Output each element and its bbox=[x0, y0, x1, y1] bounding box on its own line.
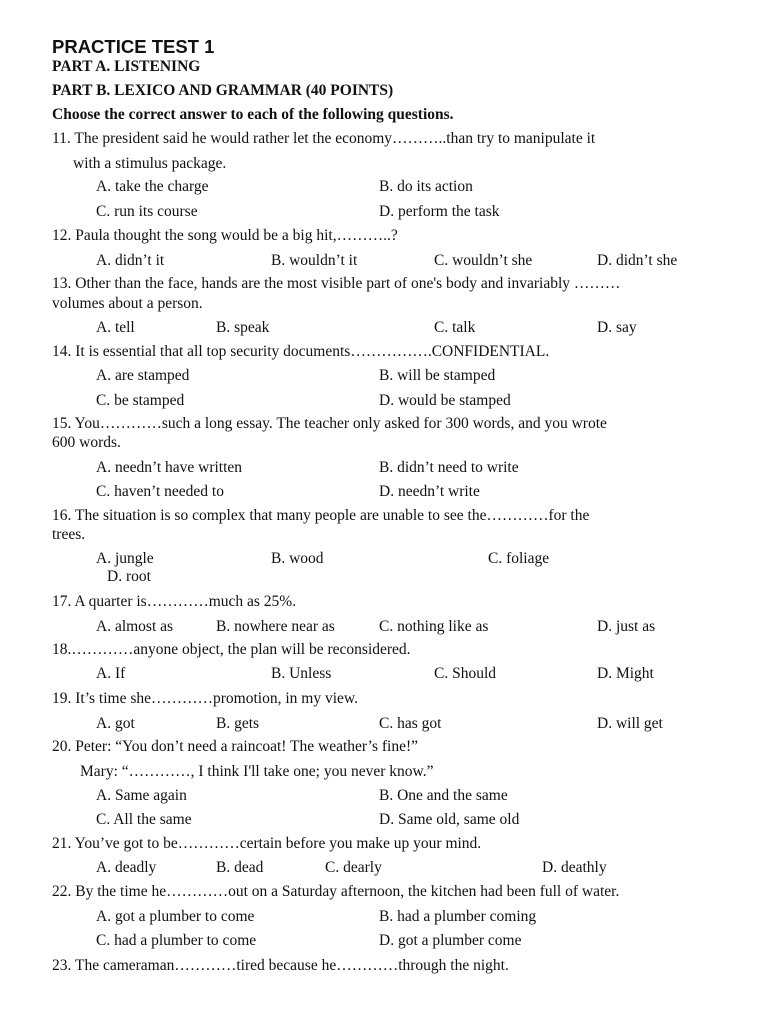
question-11-option-b: B. do its action bbox=[379, 178, 473, 195]
question-21-option-b: B. dead bbox=[216, 859, 264, 876]
question-22-stem: 22. By the time he…………out on a Saturday afternoon, the kitchen had been full of water. bbox=[52, 883, 620, 900]
question-18-option-b: B. Unless bbox=[271, 665, 332, 682]
question-20-option-a: A. Same again bbox=[96, 787, 187, 804]
question-12-stem: 12. Paula thought the song would be a big hit,………..? bbox=[52, 227, 398, 244]
question-12-option-d: D. didn’t she bbox=[597, 252, 678, 269]
question-19-option-d: D. will get bbox=[597, 715, 663, 732]
question-22-option-c: C. had a plumber to come bbox=[96, 932, 257, 949]
question-15-stem: 15. You…………such a long essay. The teacher only asked for 300 words, and you wrote bbox=[52, 415, 607, 432]
question-14-option-b: B. will be stamped bbox=[379, 367, 496, 384]
question-20-option-d: D. Same old, same old bbox=[379, 811, 520, 828]
instruction: Choose the correct answer to each of the following questions. bbox=[52, 106, 454, 123]
question-11-stem-cont: with a stimulus package. bbox=[73, 155, 227, 172]
question-13-option-c: C. talk bbox=[434, 319, 476, 336]
question-18-option-c: C. Should bbox=[434, 665, 497, 682]
question-17-option-c: C. nothing like as bbox=[379, 618, 489, 635]
question-14-option-d: D. would be stamped bbox=[379, 392, 511, 409]
question-16-option-a: A. jungle bbox=[96, 550, 154, 567]
question-14-option-a: A. are stamped bbox=[96, 367, 190, 384]
page-title: PRACTICE TEST 1 bbox=[52, 36, 215, 57]
question-16-option-b: B. wood bbox=[271, 550, 324, 567]
question-13-option-a: A. tell bbox=[96, 319, 135, 336]
question-13-stem-cont: volumes about a person. bbox=[52, 295, 203, 312]
question-11-option-a: A. take the charge bbox=[96, 178, 209, 195]
question-13-stem: 13. Other than the face, hands are the most visible part of one's body and invariably ……… bbox=[52, 275, 621, 292]
question-19-option-b: B. gets bbox=[216, 715, 260, 732]
question-19-stem: 19. It’s time she…………promotion, in my view. bbox=[52, 690, 358, 707]
part-b-heading: PART B. LEXICO AND GRAMMAR (40 POINTS) bbox=[52, 82, 394, 99]
question-21-option-c: C. dearly bbox=[325, 859, 382, 876]
question-20-stem-cont: Mary: “…………, I think I'll take one; you never know.” bbox=[80, 763, 434, 780]
question-20-stem: 20. Peter: “You don’t need a raincoat! The weather’s fine!” bbox=[52, 738, 418, 755]
question-21-stem: 21. You’ve got to be…………certain before you make up your mind. bbox=[52, 835, 482, 852]
question-21-option-d: D. deathly bbox=[542, 859, 607, 876]
question-11-option-c: C. run its course bbox=[96, 203, 198, 220]
question-12-option-a: A. didn’t it bbox=[96, 252, 165, 269]
question-11-stem: 11. The president said he would rather let the economy………..than try to manipulate it bbox=[52, 130, 596, 147]
question-17-option-a: A. almost as bbox=[96, 618, 174, 635]
question-17-option-d: D. just as bbox=[597, 618, 656, 635]
question-11-option-d: D. perform the task bbox=[379, 203, 500, 220]
question-19-option-c: C. has got bbox=[379, 715, 442, 732]
question-16-option-c: C. foliage bbox=[488, 550, 550, 567]
question-21-option-a: A. deadly bbox=[96, 859, 157, 876]
question-18-option-a: A. If bbox=[96, 665, 126, 682]
question-18-stem: 18.…………anyone object, the plan will be reconsidered. bbox=[52, 641, 411, 658]
question-15-option-c: C. haven’t needed to bbox=[96, 483, 224, 500]
question-20-option-b: B. One and the same bbox=[379, 787, 508, 804]
question-16-option-d: D. root bbox=[107, 568, 151, 585]
question-15-option-a: A. needn’t have written bbox=[96, 459, 243, 476]
question-22-option-a: A. got a plumber to come bbox=[96, 908, 255, 925]
question-16-stem: 16. The situation is so complex that many people are unable to see the…………for the bbox=[52, 507, 590, 524]
question-16-stem-cont: trees. bbox=[52, 526, 86, 543]
question-17-stem: 17. A quarter is…………much as 25%. bbox=[52, 593, 297, 610]
question-13-option-d: D. say bbox=[597, 319, 637, 336]
question-13-option-b: B. speak bbox=[216, 319, 270, 336]
question-19-option-a: A. got bbox=[96, 715, 135, 732]
question-12-option-c: C. wouldn’t she bbox=[434, 252, 533, 269]
question-14-stem: 14. It is essential that all top security documents…………….CONFIDENTIAL. bbox=[52, 343, 550, 360]
question-23-stem: 23. The cameraman…………tired because he…………through the night. bbox=[52, 957, 509, 974]
part-a-heading: PART A. LISTENING bbox=[52, 58, 201, 75]
question-14-option-c: C. be stamped bbox=[96, 392, 185, 409]
question-18-option-d: D. Might bbox=[597, 665, 654, 682]
question-12-option-b: B. wouldn’t it bbox=[271, 252, 358, 269]
question-15-stem-cont: 600 words. bbox=[52, 434, 121, 451]
question-20-option-c: C. All the same bbox=[96, 811, 192, 828]
question-22-option-d: D. got a plumber come bbox=[379, 932, 522, 949]
question-15-option-d: D. needn’t write bbox=[379, 483, 480, 500]
question-17-option-b: B. nowhere near as bbox=[216, 618, 335, 635]
question-15-option-b: B. didn’t need to write bbox=[379, 459, 519, 476]
question-22-option-b: B. had a plumber coming bbox=[379, 908, 537, 925]
